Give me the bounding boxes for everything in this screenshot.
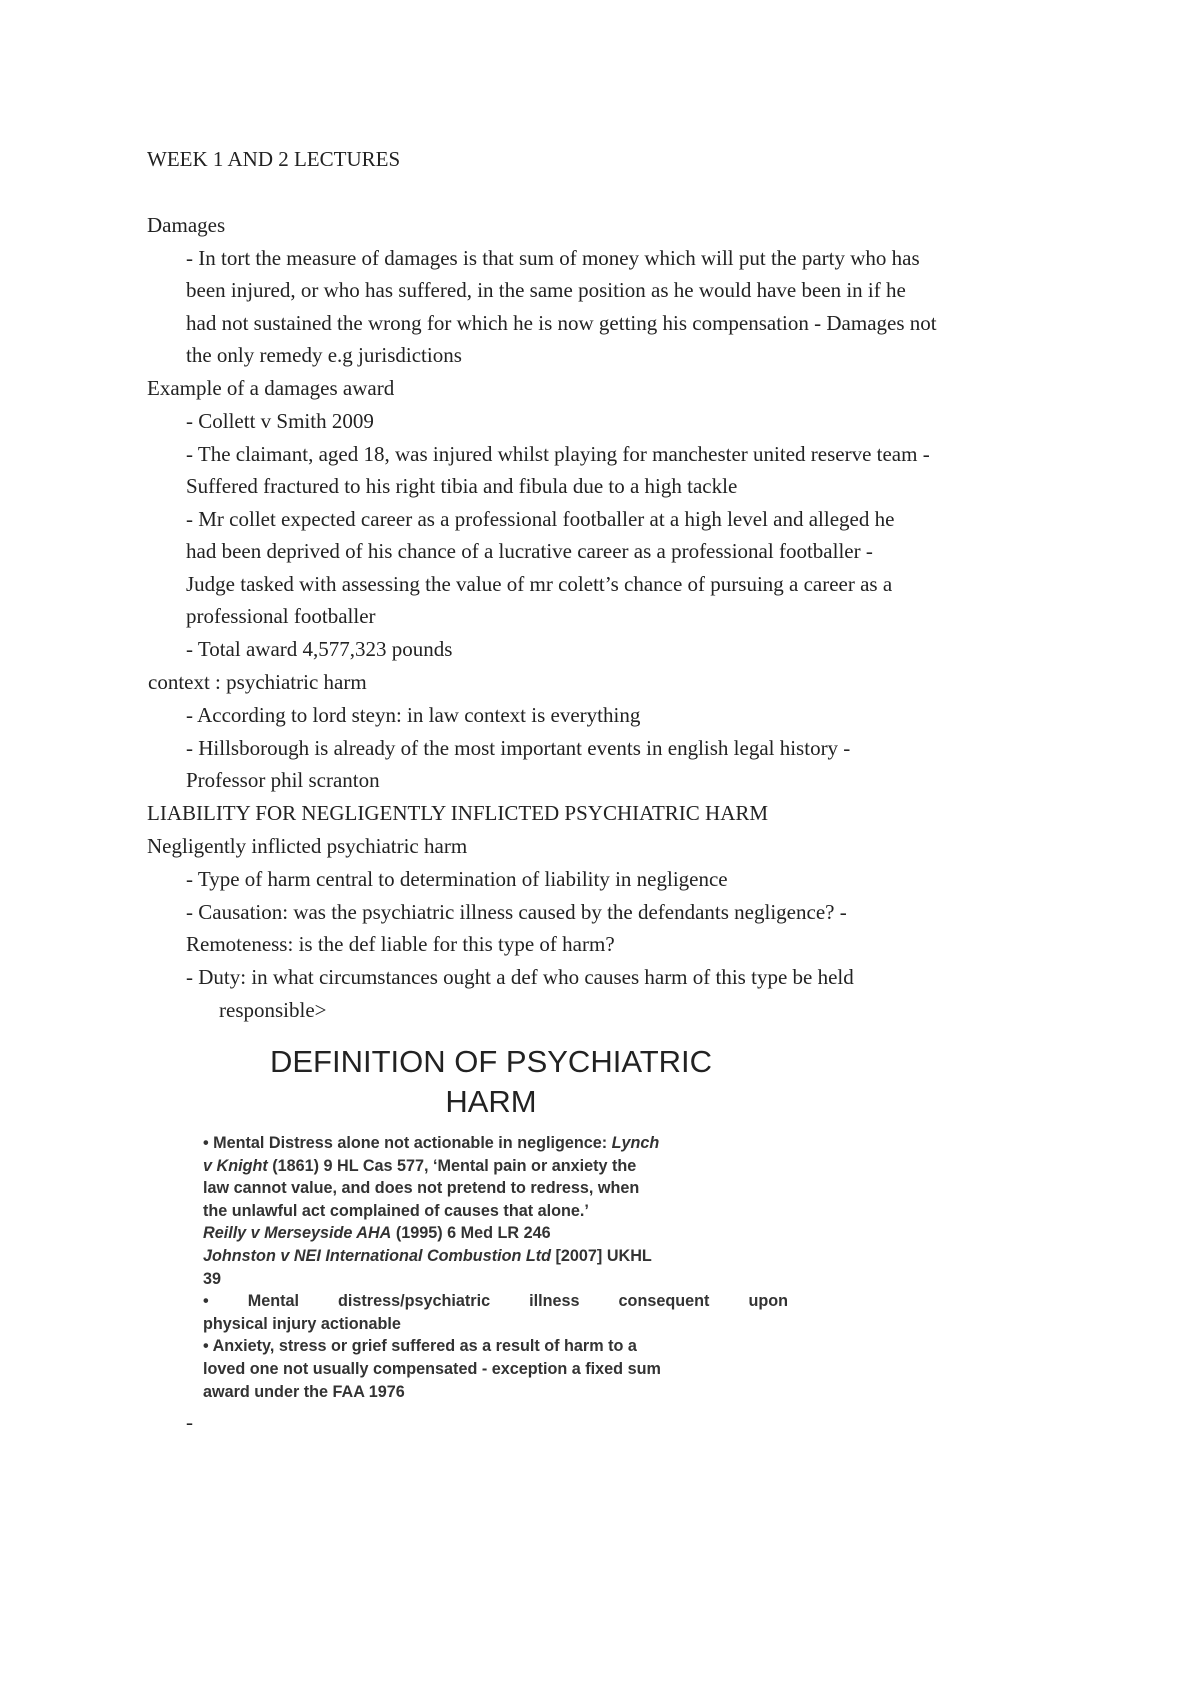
negligent-line: - Type of harm central to determination of liability in negligence: [186, 867, 728, 891]
heading-negligent: Negligently inflicted psychiatric harm: [147, 834, 468, 858]
slide-text: the unlawful act complained of causes that alone.’: [203, 1201, 589, 1220]
context-line: - According to lord steyn: in law context is everything: [186, 703, 641, 727]
context-line: - Hillsborough is already of the most important events in english legal history -: [186, 736, 851, 760]
document-title: WEEK 1 AND 2 LECTURES: [147, 147, 401, 171]
slide-bullet-1-cont: [203, 1155, 788, 1178]
negligent-line: responsible>: [219, 998, 327, 1022]
slide-text: (1861) 9 HL Cas 577, ‘Mental pain or anxiety the: [267, 1156, 637, 1175]
slide-citation: [2007] UKHL: [551, 1246, 652, 1265]
example-line: Suffered fractured to his right tibia and fibula due to a high tackle: [186, 474, 738, 498]
damages-line: had not sustained the wrong for which he is now getting his compensation - Damages not: [186, 311, 937, 335]
slide-text: loved one not usually compensated - exception a fixed sum: [203, 1359, 661, 1378]
slide-bullet-3: • Anxiety, stress or grief suffered as a result of harm to a: [203, 1337, 637, 1356]
negligent-line: - Duty: in what circumstances ought a def who causes harm of this type be held: [186, 965, 854, 989]
slide-case-name: Reilly v Merseyside AHA: [203, 1224, 392, 1243]
example-line: - The claimant, aged 18, was injured whilst playing for manchester united reserve team -: [186, 442, 930, 466]
slide-case-name: v Knight: [203, 1156, 268, 1175]
slide-citation: (1995) 6 Med LR 246: [391, 1224, 551, 1243]
damages-line: the only remedy e.g jurisdictions: [186, 343, 462, 367]
slide-text: • Mental Distress alone not actionable in negligence:: [203, 1134, 612, 1152]
context-line: Professor phil scranton: [186, 768, 380, 792]
trailing-dash: -: [186, 1410, 193, 1434]
heading-liability: LIABILITY FOR NEGLIGENTLY INFLICTED PSYCHIATRIC HARM: [147, 801, 769, 825]
slide-bullet-1: [203, 1132, 788, 1155]
slide-body: [203, 1132, 788, 1403]
slide-citation: 39: [203, 1269, 222, 1288]
slide-text: award under the FAA 1976: [203, 1382, 405, 1401]
damages-line: been injured, or who has suffered, in the same position as he would have been in if he: [186, 278, 906, 302]
slide-text: law cannot value, and does not pretend to redress, when: [203, 1179, 640, 1198]
slide-text: physical injury actionable: [203, 1314, 401, 1333]
negligent-line: - Causation: was the psychiatric illness caused by the defendants negligence? -: [186, 900, 847, 924]
example-line: - Collett v Smith 2009: [186, 409, 374, 433]
slide-case-name: Lynch: [611, 1134, 660, 1152]
example-line: had been deprived of his chance of a lucrative career as a professional footballer -: [186, 539, 873, 563]
slide-bullet-2: • Mental distress/psychiatric illness consequent upon: [203, 1292, 788, 1311]
heading-context: context : psychiatric harm: [148, 670, 367, 694]
damages-line: - In tort the measure of damages is that sum of money which will put the party who has: [186, 246, 920, 270]
heading-damages: Damages: [147, 213, 226, 237]
example-line: - Mr collet expected career as a professional footballer at a high level and alleged he: [186, 507, 895, 531]
negligent-line: Remoteness: is the def liable for this type of harm?: [186, 932, 615, 956]
slide-title-line: HARM: [445, 1084, 537, 1119]
slide-image: [192, 1030, 814, 1435]
slide-case-johnston: [203, 1245, 788, 1268]
example-line: - Total award 4,577,323 pounds: [186, 637, 453, 661]
slide-title-line: DEFINITION OF PSYCHIATRIC: [269, 1044, 713, 1079]
slide-title: [192, 1042, 790, 1122]
heading-example: Example of a damages award: [147, 376, 395, 400]
slide-case-name: Johnston v NEI International Combustion Ltd: [203, 1246, 552, 1265]
example-line: Judge tasked with assessing the value of mr colett’s chance of pursuing a career as a: [186, 572, 893, 596]
example-line: professional footballer: [186, 604, 376, 628]
slide-case-reilly: [203, 1222, 788, 1245]
